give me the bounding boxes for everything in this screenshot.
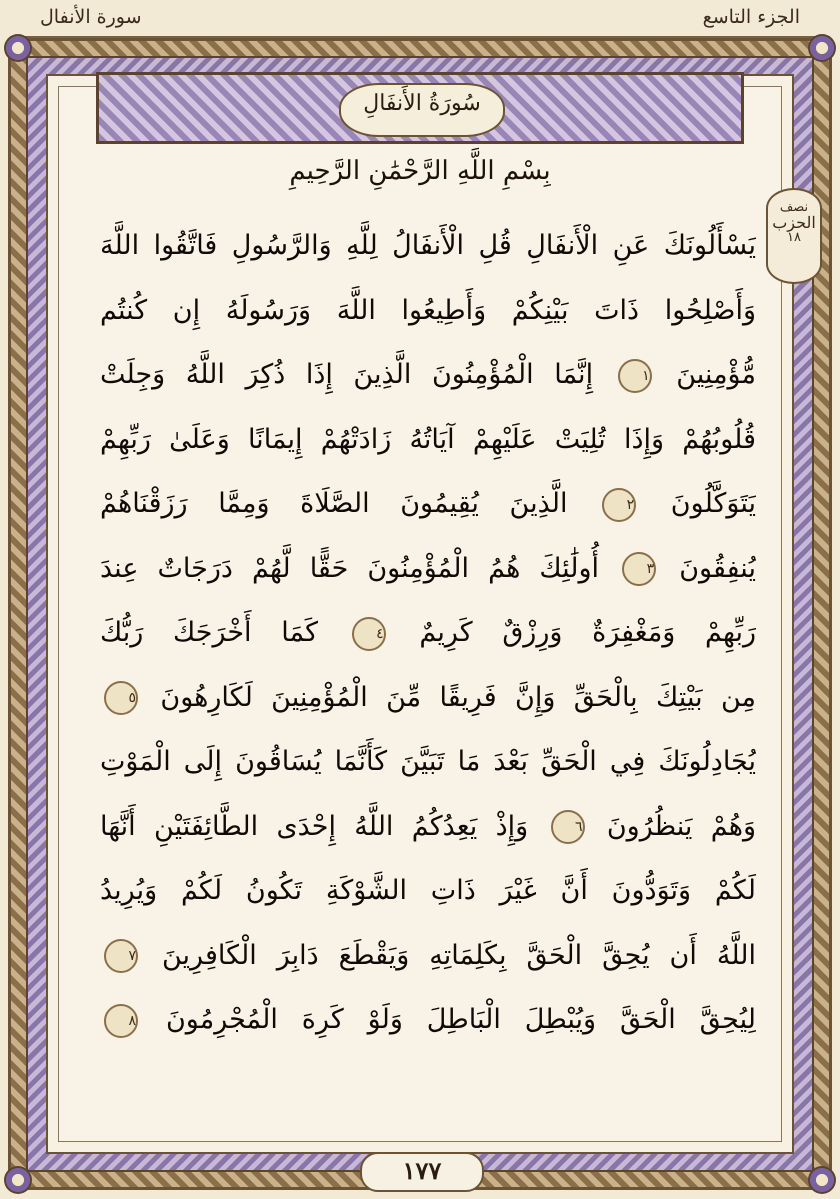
line-text: يُنفِقُونَ (679, 552, 756, 584)
line-text: الَّذِينَ يُقِيمُونَ الصَّلَاةَ وَمِمَّا رَزَقْنَاهُمْ (100, 488, 568, 519)
verse-line (100, 601, 756, 666)
page-number: ١٧٧ (402, 1156, 442, 1185)
verse-line (100, 795, 756, 860)
line-text: يُجَادِلُونَكَ فِي الْحَقِّ بَعْدَ مَا تَبَيَّنَ كَأَنَّمَا يُسَاقُونَ إِلَى الْمَوْتِ (100, 746, 756, 777)
verse-line (100, 472, 756, 537)
line-text: رَبِّهِمْ وَمَغْفِرَةٌ وَرِزْقٌ كَرِيمٌ (419, 617, 756, 648)
verse-line (100, 214, 756, 279)
hizb-marker (766, 188, 822, 284)
ayah-number-marker: ٧ (104, 939, 138, 973)
verse-line (100, 730, 756, 795)
line-text: لَكُمْ وَتَوَدُّونَ أَنَّ غَيْرَ ذَاتِ الشَّوْكَةِ تَكُونُ لَكُمْ وَيُرِيدُ (100, 875, 756, 906)
surah-label: سورة الأنفال (40, 6, 142, 28)
ayah-number-marker: ٥ (104, 681, 138, 715)
line-text: أُولَٰئِكَ هُمُ الْمُؤْمِنُونَ حَقًّا لَّهُمْ دَرَجَاتٌ عِندَ (100, 552, 600, 584)
verse-lines (100, 214, 756, 1053)
corner-rosette-icon (4, 34, 32, 62)
ayah-number-marker: ١ (618, 359, 652, 393)
line-text: لِيُحِقَّ الْحَقَّ وَيُبْطِلَ الْبَاطِلَ وَلَوْ كَرِهَ الْمُجْرِمُونَ (165, 1004, 756, 1035)
verse-line (100, 666, 756, 731)
verse-line (100, 537, 756, 602)
surah-title: سُورَةُ الأَنفَالِ (363, 91, 481, 116)
corner-rosette-icon (808, 1166, 836, 1194)
hizb-marker-line3: ١٨ (787, 230, 801, 245)
corner-rosette-icon (4, 1166, 32, 1194)
hizb-marker-line1: نصف (779, 200, 809, 215)
verse-line (100, 279, 756, 344)
line-text: إِنَّمَا الْمُؤْمِنُونَ الَّذِينَ إِذَا ذُكِرَ اللَّهُ وَجِلَتْ (100, 359, 594, 390)
line-text: وَهُمْ يَنظُرُونَ (606, 810, 756, 842)
ayah-number-marker: ٢ (602, 488, 636, 522)
juz-label: الجزء التاسع (702, 6, 800, 28)
line-text: يَتَوَكَّلُونَ (670, 488, 756, 519)
line-text: وَإِذْ يَعِدُكُمُ اللَّهُ إِحْدَى الطَّائِفَتَيْنِ أَنَّهَا (100, 810, 529, 842)
basmala: بِسْمِ اللَّهِ الرَّحْمَٰنِ الرَّحِيمِ (289, 156, 551, 186)
hizb-marker-line2: الحزب (772, 213, 816, 232)
surah-title-banner (96, 72, 744, 144)
ayah-number-marker: ٣ (622, 552, 656, 586)
line-text: مِن بَيْتِكَ بِالْحَقِّ وَإِنَّ فَرِيقًا مِّنَ الْمُؤْمِنِينَ لَكَارِهُونَ (160, 681, 756, 713)
verse-line (100, 408, 756, 473)
line-text: وَأَصْلِحُوا ذَاتَ بَيْنِكُمْ وَأَطِيعُوا اللَّهَ وَرَسُولَهُ إِن كُنتُم (100, 294, 756, 326)
ayah-number-marker: ٦ (551, 810, 585, 844)
line-text: كَمَا أَخْرَجَكَ رَبُّكَ (100, 617, 318, 648)
line-text: مُّؤْمِنِينَ (676, 359, 756, 390)
verse-line (100, 988, 756, 1053)
verse-line (100, 859, 756, 924)
verse-line (100, 343, 756, 408)
page-header (0, 0, 840, 38)
ayah-number-marker: ٤ (352, 617, 386, 651)
line-text: اللَّهُ أَن يُحِقَّ الْحَقَّ بِكَلِمَاتِهِ وَيَقْطَعَ دَابِرَ الْكَافِرِينَ (161, 939, 756, 971)
verse-line (100, 924, 756, 989)
line-text: قُلُوبُهُمْ وَإِذَا تُلِيَتْ عَلَيْهِمْ آيَاتُهُ زَادَتْهُمْ إِيمَانًا وَعَلَىٰ رَبِّهِمْ (100, 423, 756, 455)
line-text: يَسْأَلُونَكَ عَنِ الْأَنفَالِ قُلِ الْأَنفَالُ لِلَّهِ وَالرَّسُولِ فَاتَّقُوا اللَّهَ (100, 230, 756, 261)
corner-rosette-icon (808, 34, 836, 62)
ayah-number-marker: ٨ (104, 1004, 138, 1038)
